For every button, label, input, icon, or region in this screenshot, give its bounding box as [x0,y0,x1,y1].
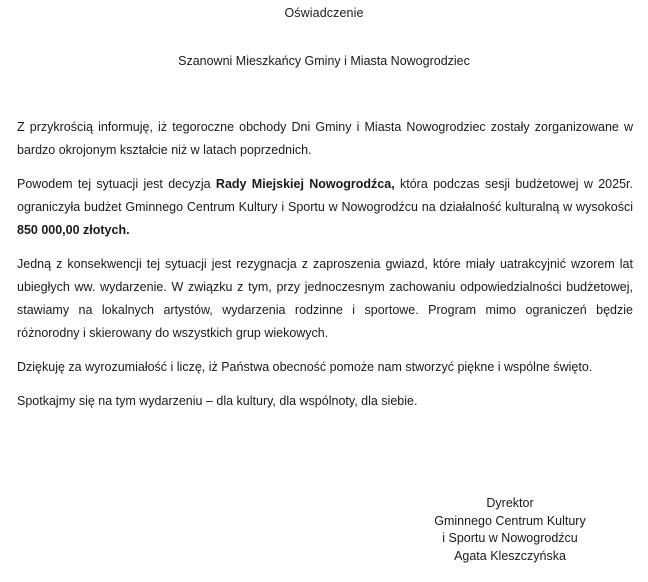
paragraph-3: Jedną z konsekwencji tej sytuacji jest rezygnacja z zaproszenia gwiazd, które miały uatrakcyjnić wzorem lat ubiegłych ww. wydarzenie. W związku z tym, przy jednoczesnym zachowaniu odpowiedzialności budżetowej, stawiamy na lokalnych artystów, wydarzenia rodzinne i sportowe. Program mimo ograniczeń będzie różnorodny i skierowany do wszystkich grup wiekowych. [17,257,633,340]
signature-name: Agata Kleszczyńska [454,548,566,563]
paragraph-2-text-b: która podczas sesji budżetowej w 2025r. ograniczyła budżet Gminnego Centrum Kultury i Sportu w Nowogrodźcu na działalność kulturalną w wysokości [17,177,633,214]
paragraph-2 [17,173,633,242]
paragraph-1: Z przykrością informuję, iż tegoroczne obchody Dni Gminy i Miasta Nowogrodziec zostały zorganizowane w bardzo okrojonym kształcie niż w latach poprzednich. [17,120,633,157]
paragraph-2-bold-amount: 850 000,00 złotych. [17,223,130,237]
addressee-line: Szanowni Mieszkańcy Gminy i Miasta Nowogrodziec [178,54,470,68]
document-title: Oświadczenie [284,6,364,20]
paragraph-5: Spotkajmy się na tym wydarzeniu – dla kultury, dla wspólnoty, dla siebie. [17,394,418,408]
signature-org-line-2: i Sportu w Nowogrodźcu [442,531,578,545]
document-body [17,116,633,424]
signature-role: Dyrektor [486,496,534,510]
paragraph-2-bold-council: Rady Miejskiej Nowogrodźca, [215,177,395,191]
paragraph-2-text-a: Powodem tej sytuacji jest decyzja [17,177,216,191]
signature-block [400,495,620,565]
paragraph-4: Dziękuję za wyrozumiałość i liczę, iż Państwa obecność pomoże nam stworzyć piękne i wspólne święto. [17,360,593,374]
signature-org-line-1: Gminnego Centrum Kultury [434,513,586,528]
